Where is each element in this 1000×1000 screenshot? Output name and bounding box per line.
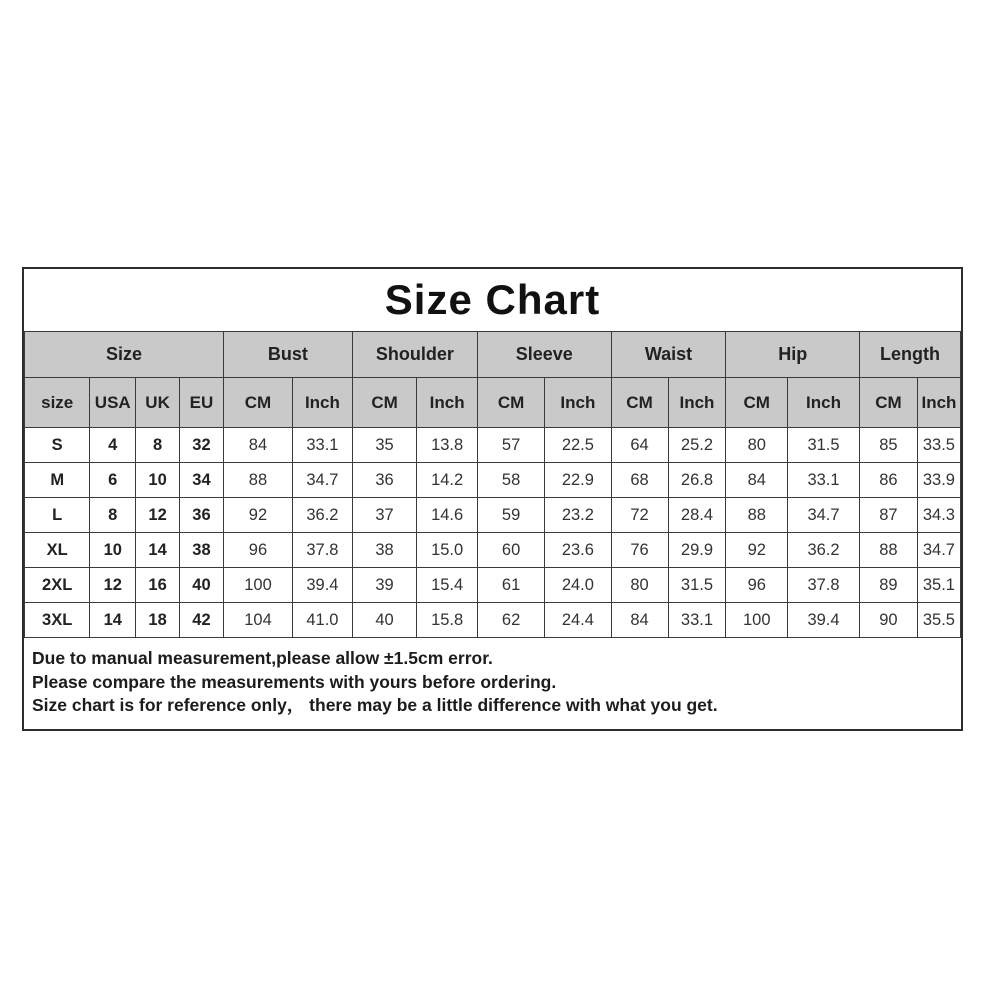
table-cell: 84 (223, 428, 292, 463)
table-cell: 35.5 (917, 603, 960, 638)
table-row (25, 568, 961, 603)
table-cell: 36.2 (788, 533, 860, 568)
table-cell: 12 (136, 498, 180, 533)
notes-section (24, 638, 961, 729)
table-cell: 104 (223, 603, 292, 638)
sub-header-cell: USA (90, 378, 136, 428)
table-cell: 42 (180, 603, 224, 638)
table-cell: 40 (180, 568, 224, 603)
note-line: Size chart is for reference only， there may be a little difference with what you get. (32, 695, 718, 715)
table-cell: M (25, 463, 90, 498)
table-cell: 33.1 (293, 428, 353, 463)
table-cell: 88 (726, 498, 788, 533)
table-cell: 62 (477, 603, 544, 638)
table-cell: 3XL (25, 603, 90, 638)
group-header-row (25, 332, 961, 378)
table-cell: 14.6 (417, 498, 478, 533)
sub-header-cell: UK (136, 378, 180, 428)
table-cell: 96 (223, 533, 292, 568)
table-cell: 84 (611, 603, 668, 638)
table-cell: 33.1 (668, 603, 726, 638)
table-cell: 35.1 (917, 568, 960, 603)
table-cell: 34.7 (788, 498, 860, 533)
table-cell: 59 (477, 498, 544, 533)
table-row (25, 533, 961, 568)
table-cell: 68 (611, 463, 668, 498)
table-cell: 57 (477, 428, 544, 463)
table-cell: 33.9 (917, 463, 960, 498)
sub-header-cell: EU (180, 378, 224, 428)
sub-header-cell: Inch (545, 378, 611, 428)
sub-header-row (25, 378, 961, 428)
sub-header-cell: CM (726, 378, 788, 428)
table-cell: 88 (223, 463, 292, 498)
table-cell: 15.0 (417, 533, 478, 568)
table-cell: 14 (136, 533, 180, 568)
table-cell: 89 (859, 568, 917, 603)
table-cell: 80 (611, 568, 668, 603)
table-cell: 85 (859, 428, 917, 463)
table-cell: 36 (352, 463, 416, 498)
group-header-cell: Shoulder (352, 332, 477, 378)
table-cell: 90 (859, 603, 917, 638)
chart-title: Size Chart (384, 276, 601, 323)
size-chart-panel (22, 267, 963, 731)
table-cell: 34.3 (917, 498, 960, 533)
table-cell: 36 (180, 498, 224, 533)
table-cell: 8 (90, 498, 136, 533)
table-cell: 4 (90, 428, 136, 463)
table-cell: 28.4 (668, 498, 726, 533)
table-cell: 10 (90, 533, 136, 568)
group-header-cell: Size (25, 332, 224, 378)
table-cell: S (25, 428, 90, 463)
table-cell: 96 (726, 568, 788, 603)
table-cell: 100 (223, 568, 292, 603)
table-cell: 39.4 (293, 568, 353, 603)
table-cell: 22.9 (545, 463, 611, 498)
table-cell: 14.2 (417, 463, 478, 498)
table-row (25, 498, 961, 533)
table-cell: 24.4 (545, 603, 611, 638)
table-row (25, 463, 961, 498)
table-cell: L (25, 498, 90, 533)
table-cell: 16 (136, 568, 180, 603)
sub-header-cell: CM (859, 378, 917, 428)
table-cell: 92 (726, 533, 788, 568)
table-cell: 26.8 (668, 463, 726, 498)
table-cell: 32 (180, 428, 224, 463)
table-cell: 14 (90, 603, 136, 638)
table-cell: 12 (90, 568, 136, 603)
table-cell: 88 (859, 533, 917, 568)
sub-header-cell: CM (352, 378, 416, 428)
table-cell: 40 (352, 603, 416, 638)
table-cell: 31.5 (668, 568, 726, 603)
table-cell: 15.8 (417, 603, 478, 638)
table-cell: 72 (611, 498, 668, 533)
table-cell: 61 (477, 568, 544, 603)
table-cell: 58 (477, 463, 544, 498)
table-cell: XL (25, 533, 90, 568)
table-cell: 39.4 (788, 603, 860, 638)
table-cell: 15.4 (417, 568, 478, 603)
table-cell: 92 (223, 498, 292, 533)
table-cell: 34.7 (917, 533, 960, 568)
table-cell: 76 (611, 533, 668, 568)
table-cell: 8 (136, 428, 180, 463)
table-cell: 24.0 (545, 568, 611, 603)
sub-header-cell: Inch (417, 378, 478, 428)
table-cell: 87 (859, 498, 917, 533)
sub-header-cell: size (25, 378, 90, 428)
table-cell: 34 (180, 463, 224, 498)
table-cell: 33.5 (917, 428, 960, 463)
table-cell: 29.9 (668, 533, 726, 568)
group-header-cell: Hip (726, 332, 860, 378)
sub-header-cell: Inch (293, 378, 353, 428)
table-cell: 38 (180, 533, 224, 568)
group-header-cell: Bust (223, 332, 352, 378)
table-cell: 34.7 (293, 463, 353, 498)
table-cell: 80 (726, 428, 788, 463)
table-cell: 31.5 (788, 428, 860, 463)
table-cell: 2XL (25, 568, 90, 603)
table-cell: 86 (859, 463, 917, 498)
group-header-cell: Waist (611, 332, 726, 378)
sub-header-cell: Inch (917, 378, 960, 428)
table-cell: 18 (136, 603, 180, 638)
table-cell: 39 (352, 568, 416, 603)
sub-header-cell: CM (223, 378, 292, 428)
sub-header-cell: CM (477, 378, 544, 428)
table-cell: 13.8 (417, 428, 478, 463)
table-cell: 64 (611, 428, 668, 463)
table-cell: 23.6 (545, 533, 611, 568)
table-cell: 36.2 (293, 498, 353, 533)
table-cell: 33.1 (788, 463, 860, 498)
table-cell: 84 (726, 463, 788, 498)
table-cell: 25.2 (668, 428, 726, 463)
table-cell: 100 (726, 603, 788, 638)
table-cell: 10 (136, 463, 180, 498)
size-table (24, 331, 961, 638)
table-cell: 41.0 (293, 603, 353, 638)
group-header-cell: Sleeve (477, 332, 611, 378)
table-row (25, 603, 961, 638)
table-row (25, 428, 961, 463)
table-cell: 6 (90, 463, 136, 498)
table-cell: 22.5 (545, 428, 611, 463)
sub-header-cell: CM (611, 378, 668, 428)
group-header-cell: Length (859, 332, 960, 378)
note-line: Due to manual measurement,please allow ±1.5cm error. (32, 648, 493, 668)
table-cell: 37.8 (293, 533, 353, 568)
table-cell: 38 (352, 533, 416, 568)
table-cell: 35 (352, 428, 416, 463)
sub-header-cell: Inch (788, 378, 860, 428)
sub-header-cell: Inch (668, 378, 726, 428)
table-cell: 37 (352, 498, 416, 533)
table-cell: 60 (477, 533, 544, 568)
table-cell: 23.2 (545, 498, 611, 533)
table-cell: 37.8 (788, 568, 860, 603)
note-line: Please compare the measurements with yours before ordering. (32, 671, 557, 692)
